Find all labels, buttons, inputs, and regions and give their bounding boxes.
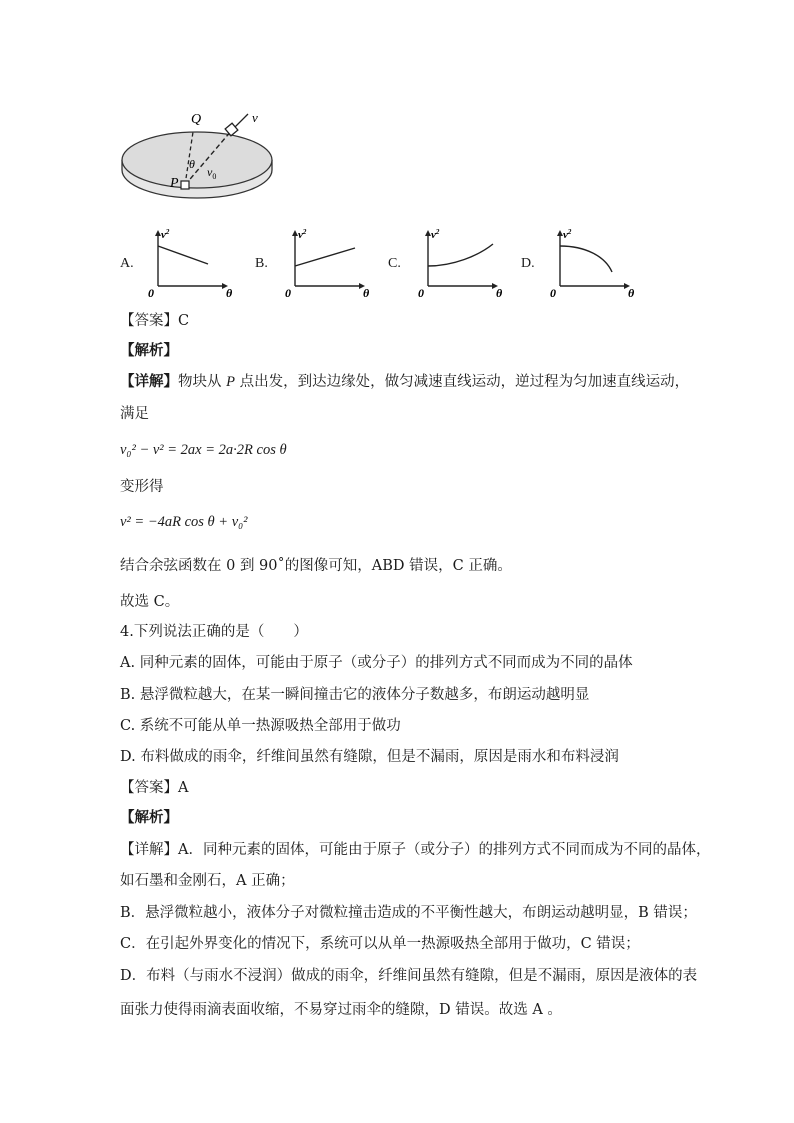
label-theta: θ <box>189 157 195 171</box>
q4-analysis: 【解析】 <box>120 809 178 826</box>
origin-label: 0 <box>285 286 291 298</box>
origin-label: 0 <box>148 286 154 298</box>
q4-option-b: B. 悬浮微粒越大，在某一瞬间撞击它的液体分子数越多，布朗运动越明显 <box>120 687 590 703</box>
q3-conclusion: 结合余弦函数在 0 到 90˚的图像可知，ABD 错误，C 正确。 <box>120 558 512 574</box>
axis-y-label: $v^2$ <box>161 228 170 241</box>
q3-detail-line1: 【详解】物块从 P 点出发，到达边缘处，做匀减速直线运动，逆过程为匀加速直线运动， <box>120 373 690 390</box>
option-label-2: B. <box>255 256 268 271</box>
axis-y-label: $v^2$ <box>298 228 307 241</box>
curve-line-down <box>158 246 208 264</box>
q4-detail-a1: 【详解】A．同种元素的固体，可能由于原子（或分子）的排列方式不同而成为不同的晶体， <box>120 842 711 858</box>
axis-x-label: θ <box>496 286 503 298</box>
q4-detail-d1: D．布料（与雨水不浸润）做成的雨伞，纤维间虽然有缝隙，但是不漏雨，原因是液体的表 <box>120 968 698 984</box>
origin-label: 0 <box>550 286 556 298</box>
axis-x-label: θ <box>628 286 635 298</box>
axis-y-label: $v^2$ <box>563 228 572 241</box>
q4-detail-b: B．悬浮微粒越小，液体分子对微粒撞击造成的不平衡性越大，布朗运动越明显，B 错误； <box>120 905 697 921</box>
detail-tag: 【详解】 <box>120 373 178 390</box>
origin-label: 0 <box>418 286 424 298</box>
q4-detail-a2: 如石墨和金刚石，A 正确； <box>120 873 295 889</box>
q4-answer: 【答案】A <box>120 780 189 796</box>
option-graph-2 <box>285 226 375 298</box>
label-v0: $v_0$ <box>207 165 217 181</box>
q3-choose: 故选 C。 <box>120 594 180 610</box>
option-graph-1 <box>148 226 238 298</box>
q4-question: 4.下列说法正确的是（ ） <box>120 624 308 640</box>
option-label-3: C. <box>388 256 401 271</box>
disk-top <box>122 132 272 188</box>
q4-detail-d2: 面张力使得雨滴表面收缩，不易穿过雨伞的缝隙，D 错误。故选 A 。 <box>120 1002 562 1018</box>
q4-option-c: C. 系统不可能从单一热源吸热全部用于做功 <box>120 718 401 734</box>
option-label-4: D. <box>521 256 535 271</box>
label-q: Q <box>191 112 202 127</box>
option-label-1: A. <box>120 256 134 271</box>
q3-transform: 变形得 <box>120 479 164 495</box>
axis-y-label: $v^2$ <box>431 228 440 241</box>
q3-detail-line2: 满足 <box>120 406 149 422</box>
turntable-figure <box>115 100 275 200</box>
block-at-p <box>181 181 189 189</box>
q3-equation-1: v₀² − v² = 2ax = 2a·2R cos θ <box>120 442 287 458</box>
axis-x-label: θ <box>226 286 233 298</box>
q4-option-a: A. 同种元素的固体，可能由于原子（或分子）的排列方式不同而成为不同的晶体 <box>120 655 633 671</box>
q3-equation-2: v² = −4aR cos θ + v₀² <box>120 514 248 530</box>
option-graph-3 <box>418 226 508 298</box>
q3-analysis: 【解析】 <box>120 342 178 359</box>
option-graph-4 <box>550 226 640 298</box>
curve-concave-up <box>428 244 493 266</box>
q4-detail-c: C．在引起外界变化的情况下，系统可以从单一热源吸热全部用于做功，C 错误； <box>120 936 640 952</box>
q4-option-d: D. 布料做成的雨伞，纤维间虽然有缝隙，但是不漏雨，原因是雨水和布料浸润 <box>120 749 619 765</box>
curve-concave-down <box>560 246 612 272</box>
label-p: P <box>170 176 179 191</box>
q3-answer: 【答案】C <box>120 313 190 329</box>
axis-x-label: θ <box>363 286 370 298</box>
curve-line-up <box>295 248 355 266</box>
label-v: v <box>252 110 258 125</box>
